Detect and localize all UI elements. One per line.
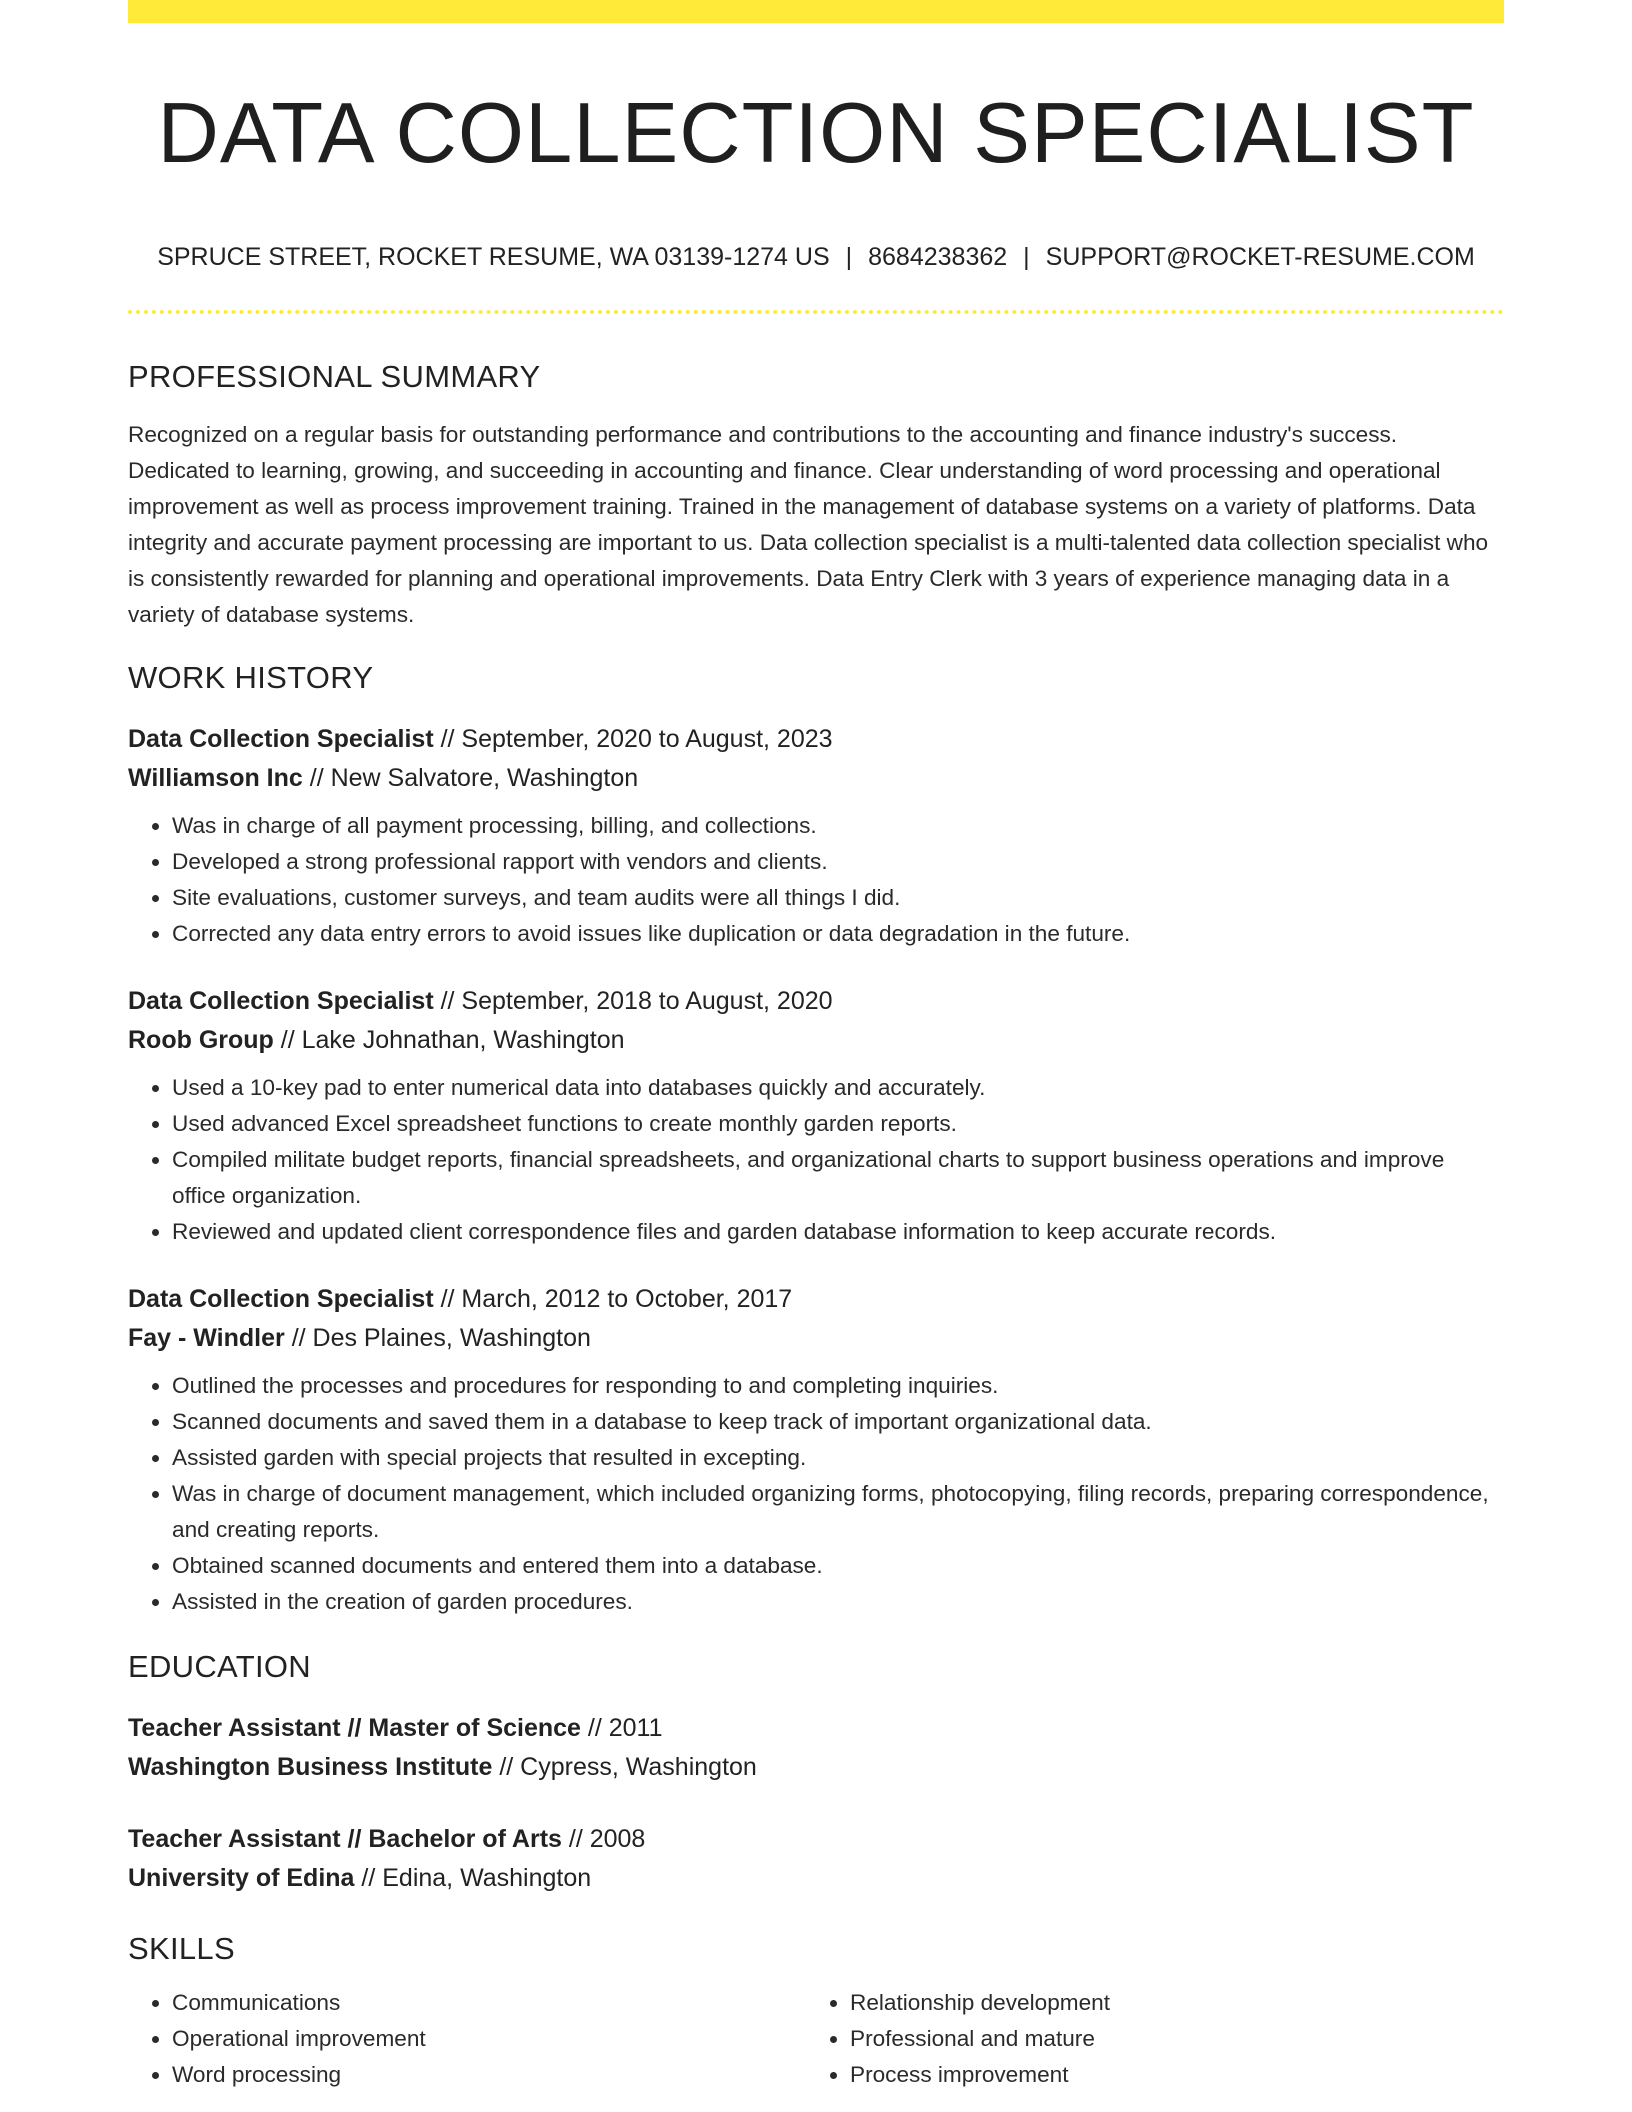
job-role-line bbox=[128, 1280, 1504, 1319]
resume-name-title: DATA COLLECTION SPECIALIST bbox=[157, 86, 1475, 181]
education-degree: Teacher Assistant // Bachelor of Arts bbox=[128, 1825, 562, 1854]
job-bullets bbox=[128, 1070, 1504, 1250]
job-bullets bbox=[128, 1368, 1504, 1620]
job-bullet: • Developed a strong professional rapport with vendors and clients. bbox=[172, 844, 1504, 880]
job-bullet: • Used a 10-key pad to enter numerical data into databases quickly and accurately. bbox=[172, 1070, 1504, 1106]
skill-item: • Operational improvement bbox=[172, 2021, 806, 2057]
section-title-summary: PROFESSIONAL SUMMARY bbox=[128, 358, 541, 394]
job-location: // New Salvatore, Washington bbox=[302, 763, 639, 792]
job-bullet: • Site evaluations, customer surveys, and team audits were all things I did. bbox=[172, 880, 1504, 916]
contact-separator: | bbox=[845, 242, 853, 271]
job-employer: Roob Group bbox=[128, 1025, 274, 1054]
job-bullet: • Assisted garden with special projects that resulted in excepting. bbox=[172, 1440, 1504, 1476]
education-school: University of Edina bbox=[128, 1864, 355, 1893]
education-location: // Cypress, Washington bbox=[492, 1753, 757, 1782]
skill-item: • Professional and mature bbox=[850, 2021, 1484, 2057]
job-bullet: • Corrected any data entry errors to avoid issues like duplication or data degradation in the future. bbox=[172, 916, 1504, 952]
section-title-skills: SKILLS bbox=[128, 1931, 235, 1967]
job-bullet: • Obtained scanned documents and entered them into a database. bbox=[172, 1548, 1504, 1584]
job-role-line bbox=[128, 720, 1504, 759]
section-title-education: EDUCATION bbox=[128, 1648, 311, 1684]
job-bullet: • Used advanced Excel spreadsheet functions to create monthly garden reports. bbox=[172, 1106, 1504, 1142]
job-entry bbox=[128, 720, 1504, 952]
job-bullet: • Assisted in the creation of garden procedures. bbox=[172, 1584, 1504, 1620]
job-employer-line bbox=[128, 1319, 1504, 1358]
job-role: Data Collection Specialist bbox=[128, 986, 434, 1015]
skill-item: • Word processing bbox=[172, 2057, 806, 2093]
skills-column-left bbox=[128, 1985, 806, 2093]
education-school: Washington Business Institute bbox=[128, 1753, 493, 1782]
resume-page bbox=[128, 0, 1504, 2093]
contact-line bbox=[128, 242, 1504, 272]
job-bullet: • Reviewed and updated client correspondence files and garden database information to keep accurate records. bbox=[172, 1214, 1504, 1250]
education-entry bbox=[128, 1709, 1504, 1787]
skills-column-right bbox=[806, 1985, 1484, 2093]
education-school-line bbox=[128, 1748, 1504, 1787]
skill-item: • Communications bbox=[172, 1985, 806, 2021]
job-bullets bbox=[128, 808, 1504, 952]
education-year: // 2011 bbox=[580, 1714, 663, 1743]
education-degree-line bbox=[128, 1709, 1504, 1748]
job-employer-line bbox=[128, 759, 1504, 798]
education-location: // Edina, Washington bbox=[354, 1864, 592, 1893]
section-title-work-history: WORK HISTORY bbox=[128, 659, 374, 695]
job-entry bbox=[128, 982, 1504, 1250]
job-dates: // March, 2012 to October, 2017 bbox=[433, 1284, 793, 1313]
job-bullet: • Was in charge of all payment processing, billing, and collections. bbox=[172, 808, 1504, 844]
contact-address: SPRUCE STREET, ROCKET RESUME, WA 03139-1274 US bbox=[157, 242, 830, 271]
job-employer-line bbox=[128, 1021, 1504, 1060]
job-bullet: • Scanned documents and saved them in a database to keep track of important organizational data. bbox=[172, 1404, 1504, 1440]
summary-paragraph: Recognized on a regular basis for outstanding performance and contributions to the accounting and finance industry's success. Dedicated to learning, growing, and succeeding in accounting and finance. Clear understanding of word processing and operational improvement as well as process improvement training. Trained in the management of database systems on a variety of platforms. Data integrity and accurate payment processing are important to us. Data collection specialist is a multi-talented data collection specialist who is consistently rewarded for planning and operational improvements. Data Entry Clerk with 3 years of experience managing data in a variety of database systems. bbox=[128, 421, 1489, 627]
dotted-divider bbox=[128, 310, 1504, 314]
job-bullet: • Outlined the processes and procedures for responding to and completing inquiries. bbox=[172, 1368, 1504, 1404]
job-role-line bbox=[128, 982, 1504, 1021]
education-degree-line bbox=[128, 1820, 1504, 1859]
job-employer: Williamson Inc bbox=[128, 763, 303, 792]
contact-phone: 8684238362 bbox=[868, 242, 1008, 271]
job-employer: Fay - Windler bbox=[128, 1323, 285, 1352]
education-year: // 2008 bbox=[561, 1825, 646, 1854]
accent-top-bar bbox=[128, 0, 1504, 23]
job-role: Data Collection Specialist bbox=[128, 724, 434, 753]
contact-separator: | bbox=[1023, 242, 1030, 271]
education-school-line bbox=[128, 1859, 1504, 1898]
skill-item: • Relationship development bbox=[850, 1985, 1484, 2021]
job-entry bbox=[128, 1280, 1504, 1620]
job-role: Data Collection Specialist bbox=[128, 1284, 434, 1313]
education-entry bbox=[128, 1820, 1504, 1898]
contact-email: SUPPORT@ROCKET-RESUME.COM bbox=[1045, 242, 1475, 271]
job-bullet: • Was in charge of document management, which included organizing forms, photocopying, filing records, preparing correspondence, and creating reports. bbox=[172, 1476, 1504, 1548]
job-bullet: • Compiled militate budget reports, financial spreadsheets, and organizational charts to support business operations and improve office organization. bbox=[172, 1142, 1504, 1214]
skill-item: • Process improvement bbox=[850, 2057, 1484, 2093]
job-location: // Des Plaines, Washington bbox=[284, 1323, 591, 1352]
education-degree: Teacher Assistant // Master of Science bbox=[128, 1714, 581, 1743]
job-dates: // September, 2020 to August, 2023 bbox=[433, 724, 833, 753]
skills-grid bbox=[128, 1985, 1504, 2093]
job-dates: // September, 2018 to August, 2020 bbox=[433, 986, 833, 1015]
job-location: // Lake Johnathan, Washington bbox=[273, 1025, 625, 1054]
